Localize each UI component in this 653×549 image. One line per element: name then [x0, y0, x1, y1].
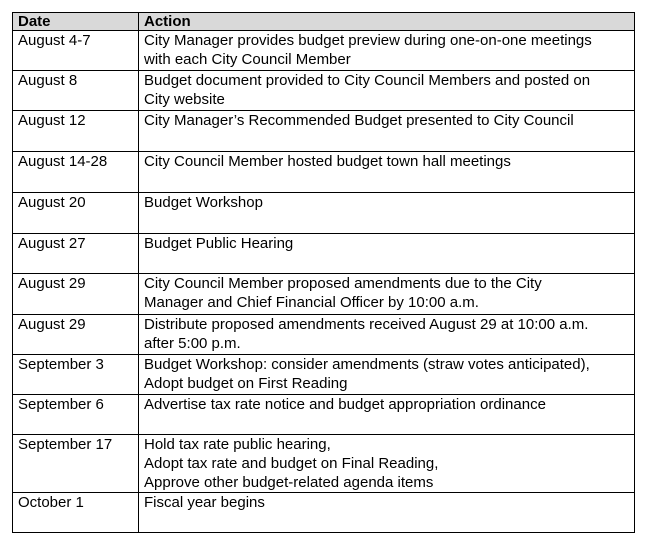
row-date: August 14-28 [13, 152, 139, 193]
table-row [13, 31, 635, 71]
row-date: September 6 [13, 395, 139, 435]
action-line: Adopt tax rate and budget on Final Reading, [144, 455, 439, 472]
action-line: with each City Council Member [144, 51, 351, 68]
table-row [13, 234, 635, 274]
table-row [13, 152, 635, 193]
row-action [139, 152, 635, 193]
action-line: City Manager provides budget preview during one-on-one meetings [144, 32, 592, 49]
table-row [13, 193, 635, 234]
action-line: after 5:00 p.m. [144, 335, 241, 352]
date-column-header: Date [13, 13, 139, 31]
row-action [139, 493, 635, 533]
table-row [13, 274, 635, 315]
table-row [13, 395, 635, 435]
row-action [139, 111, 635, 152]
action-line: City Manager’s Recommended Budget presented to City Council [144, 112, 574, 129]
action-line: City Council Member proposed amendments due to the City [144, 275, 542, 292]
row-date: August 29 [13, 315, 139, 355]
action-line: Budget Public Hearing [144, 235, 294, 252]
table-row [13, 315, 635, 355]
table-row [13, 435, 635, 493]
action-line: Advertise tax rate notice and budget appropriation ordinance [144, 396, 546, 413]
action-column-header: Action [139, 13, 635, 31]
row-date: August 27 [13, 234, 139, 274]
action-line: Adopt budget on First Reading [144, 375, 348, 392]
row-action [139, 234, 635, 274]
row-date: August 29 [13, 274, 139, 315]
action-line: Distribute proposed amendments received August 29 at 10:00 a.m. [144, 316, 589, 333]
action-line: Approve other budget-related agenda items [144, 474, 434, 491]
action-line: Manager and Chief Financial Officer by 10:00 a.m. [144, 294, 479, 311]
row-date: August 4-7 [13, 31, 139, 71]
row-date: September 3 [13, 355, 139, 395]
action-line: City website [144, 91, 225, 108]
action-line: Fiscal year begins [144, 494, 265, 511]
table-row [13, 111, 635, 152]
action-line: Budget Workshop [144, 194, 263, 211]
table-row [13, 493, 635, 533]
action-line: Budget document provided to City Council Members and posted on [144, 72, 591, 89]
table-row [13, 71, 635, 111]
row-action [139, 193, 635, 234]
row-action [139, 274, 635, 315]
row-date: October 1 [13, 493, 139, 533]
row-date: August 20 [13, 193, 139, 234]
row-action [139, 315, 635, 355]
row-action [139, 71, 635, 111]
table-header-row [13, 13, 635, 31]
budget-schedule-table [12, 12, 635, 533]
row-action [139, 31, 635, 71]
row-date: August 8 [13, 71, 139, 111]
action-line: Budget Workshop: consider amendments (straw votes anticipated), [144, 356, 590, 373]
row-action [139, 435, 635, 493]
action-line: Hold tax rate public hearing, [144, 436, 331, 453]
table-row [13, 355, 635, 395]
row-action [139, 395, 635, 435]
action-line: City Council Member hosted budget town hall meetings [144, 153, 511, 170]
row-date: August 12 [13, 111, 139, 152]
row-action [139, 355, 635, 395]
row-date: September 17 [13, 435, 139, 493]
